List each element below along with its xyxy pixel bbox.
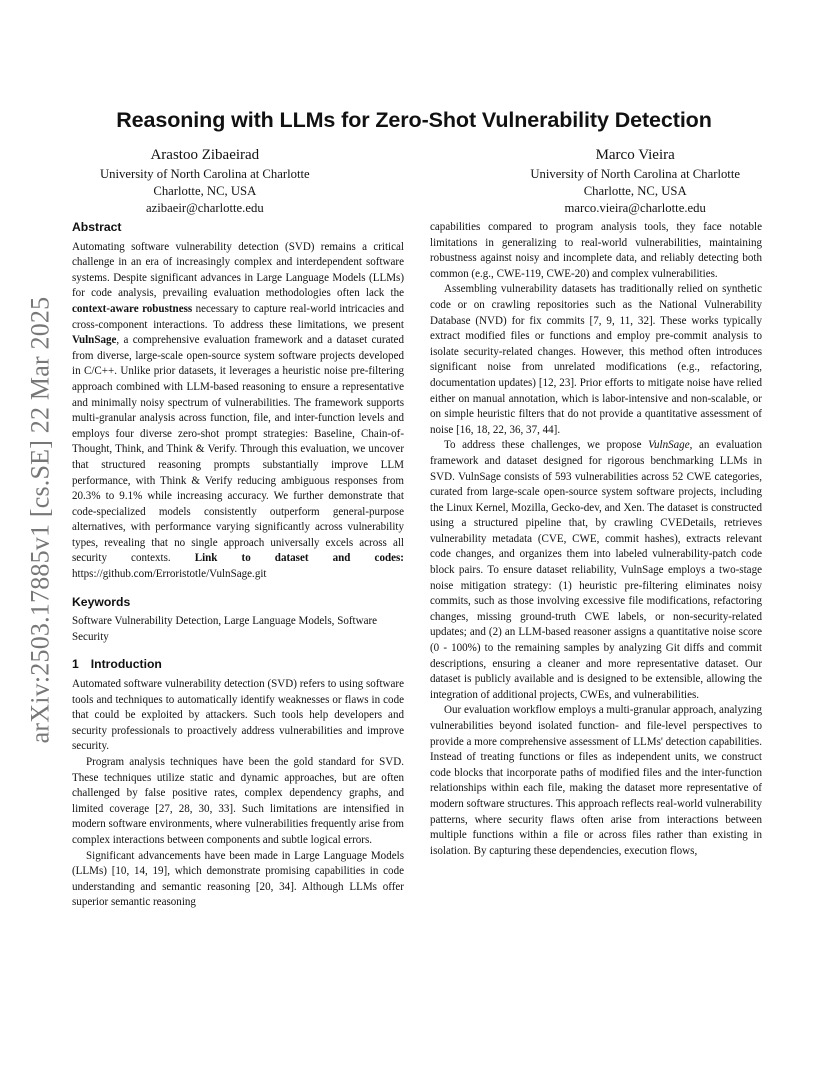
author-2 — [530, 146, 740, 216]
author-name: Arastoo Zibaeirad — [150, 147, 260, 163]
paper-title: Reasoning with LLMs for Zero-Shot Vulnerability Detection — [116, 108, 712, 132]
section-heading-introduction: 1 Introduction — [72, 657, 162, 672]
body-paragraph: Assembling vulnerability datasets has traditionally relied on synthetic code or on crawling repositories such as the National Vulnerability Database (NVD) for fix commits [7, 9, 11, 32]. These works typically extract modified files or functions and employ pre-commit analysis to isolate security-related changes. However, this method often introduces significant noise from unrelated modifications (e.g., refactoring, documentation updates) [12, 23]. Prior efforts to mitigate noise have relied either on manual annotation, which is labor-intensive and non-scalable, or on simple heuristic filters that do not provide a quantitative assessment of noise [16, 18, 22, 36, 37, 44]. — [430, 283, 762, 436]
author-name: Marco Vieira — [595, 147, 675, 163]
abstract-text: Automating software vulnerability detection (SVD) remains a critical challenge in an era of increasingly complex and interdependent software systems. Despite significant advances in Large Language Models (LLMs) for code analysis, prevailing evaluation methodologies often lack the context-aware robustness necessary to capture real-world intricacies and cross-component interactions. To address these limitations, we present VulnSage, a comprehensive evaluation framework and a dataset curated from diverse, large-scale open-source system software projects developed in C/C++. Unlike prior datasets, it leverages a heuristic noise pre-filtering approach combined with LLM-based reasoning to ensure a representative and minimally noisy spectrum of vulnerabilities. The framework supports multi-granular analysis across function, file, and inter-function levels and employs four diverse zero-shot prompt strategies: Baseline, Chain-of-Thought, Think, and Think & Verify. Through this evaluation, we uncover that structured reasoning prompts substantially improve LLM performance, with Think & Verify reducing ambiguous responses from 20.3% to 9.1% while increasing accuracy. We further demonstrate that code-specialized models consistently outperform general-purpose alternatives, with performance varying significantly across vulnerability types, revealing that no single approach universally excels across all security contexts. Link to dataset and codes: https://github.com/Erroristotle/VulnSage.git — [72, 240, 404, 581]
author-location: Charlotte, NC, USA — [153, 183, 257, 198]
intro-paragraph: Significant advancements have been made in Large Language Models (LLMs) [10, 14, 19], which demonstrate promising capabilities in code understanding and semantic reasoning [20, 34]. Although LLMs offer superior semantic reasoning — [72, 849, 404, 909]
author-email[interactable]: marco.vieira@charlotte.edu — [564, 200, 706, 215]
intro-paragraph: Program analysis techniques have been the gold standard for SVD. These techniques utilize static and dynamic approaches, but are often challenged by false positive rates, complex dependency graphs, and limited coverage [27, 28, 30, 33]. Such limitations are intensified in modern software environments, where vulnerabilities frequently arise from complex interactions between components and subtle logical errors. — [72, 756, 404, 846]
left-column — [72, 220, 404, 911]
dataset-link[interactable]: https://github.com/Erroristotle/VulnSage.git — [72, 568, 267, 581]
keywords-text: Software Vulnerability Detection, Large Language Models, Software Security — [72, 615, 378, 643]
author-location: Charlotte, NC, USA — [583, 183, 687, 198]
author-affiliation: University of North Carolina at Charlotte — [530, 167, 740, 181]
author-1 — [100, 146, 310, 216]
arxiv-identifier — [20, 290, 60, 750]
body-paragraph: Our evaluation workflow employs a multi-granular approach, analyzing vulnerabilities beyond isolated function- and file-level perspectives to provide a more comprehensive assessment of LLMs' detection capabilities. Instead of treating functions or files as independent units, we construct code blocks that incorporate paths of modified files and the inter-function relationships within each file, making the dataset more representative of modern software structures. This approach reflects real-world vulnerability patterns, where security flaws often arise from interactions between multiple functions within a file or across files rather than existing in isolation. By capturing these dependencies, execution flows, — [430, 704, 762, 857]
body-paragraph: capabilities compared to program analysis tools, they face notable limitations in generalizing to real-world vulnerabilities, maintaining robustness against noisy and incomplete data, and reliably detecting both common (e.g., CWE-119, CWE-20) and complex vulnerabilities. — [430, 221, 762, 280]
body-paragraph: To address these challenges, we propose VulnSage, an evaluation framework and dataset designed for rigorous benchmarking LLMs in SVD. VulnSage consists of 593 vulnerabilities across 52 CWE categories, curated from large-scale open-source system software projects, including the Linux Kernel, Mozilla, Gecko-dev, and Xen. The dataset is constructed using a structured pipeline that, by crawling CVEDetails, retrieves vulnerability metadata (CVE, CWE, commit hashes), extracts relevant code changes, and organizes them into labeled vulnerability-patch code block pairs. To ensure dataset reliability, VulnSage employs a two-stage noise mitigation strategy: (1) heuristic pre-filtering eliminates noisy commits, such as those involving excessive file modifications, refactoring changes, missing ground-truth CWE labels, or non-security-related updates; and (2) an LLM-based reasoner assigns a quantitative noise score (0 - 100%) to the remaining samples by analyzing Git diffs and commit descriptions, ensuring a cleaner and more representative dataset. Our dataset is publicly available and is designed to be extensible, allowing the integration of additional projects, CWEs, and vulnerabilities. — [430, 439, 762, 701]
right-column — [430, 220, 762, 859]
author-block — [100, 146, 740, 216]
arxiv-identifier-text: arXiv:2503.17885v1 [cs.SE] 22 Mar 2025 — [25, 296, 54, 744]
keywords-heading: Keywords — [72, 594, 131, 609]
author-email[interactable]: azibaeir@charlotte.edu — [145, 200, 264, 215]
intro-paragraph: Automated software vulnerability detection (SVD) refers to using software tools and techniques to automatically identify weaknesses or flaws in code that could be exploited by attackers. Such tools help developers and security professionals to proactively address vulnerabilities and improve security. — [72, 678, 404, 753]
abstract-heading: Abstract — [72, 220, 122, 234]
author-affiliation: University of North Carolina at Charlotte — [100, 167, 310, 181]
